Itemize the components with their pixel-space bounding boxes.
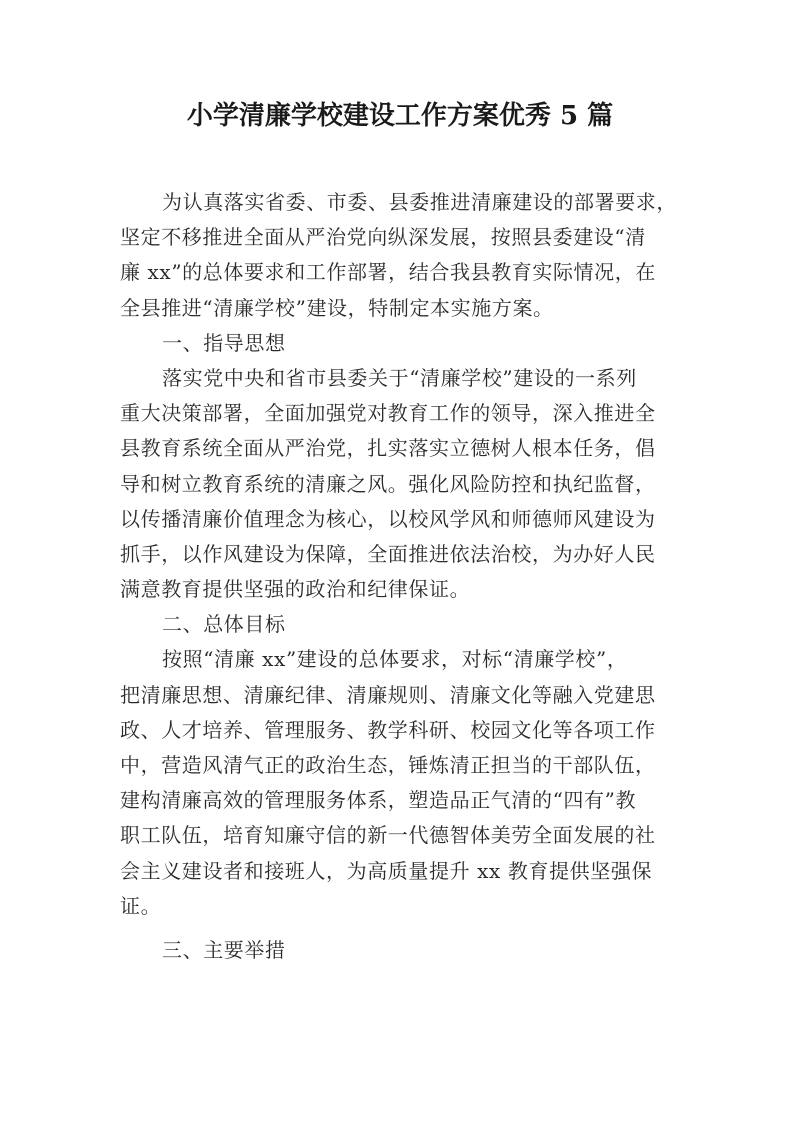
paragraph-line: 廉 xx”的总体要求和工作部署，结合我县教育实际情况，在 <box>120 260 656 285</box>
paragraph-line: 会主义建设者和接班人，为高质量提升 xx 教育提供坚强保 <box>120 858 653 883</box>
paragraph-line: 中，营造风清气正的政治生态，锤炼清正担当的干部队伍， <box>120 753 656 777</box>
section-heading: 一、指导思想 <box>162 330 286 355</box>
paragraph-line: 为认真落实省委、市委、县委推进清廉建设的部署要求， <box>162 190 677 214</box>
paragraph-line: 坚定不移推进全面从严治党向纵深发展，按照县委建设“清 <box>120 225 646 250</box>
paragraph-line: 重大决策部署，全面加强党对教育工作的领导，深入推进全 <box>120 401 656 426</box>
section-heading: 三、主要举措 <box>162 937 286 962</box>
paragraph-line: 建构清廉高效的管理服务体系，塑造品正气清的“四有”教 <box>120 788 637 813</box>
paragraph-line: 县教育系统全面从严治党，扎实落实立德树人根本任务，倡 <box>120 436 656 461</box>
document-title: 小学清廉学校建设工作方案优秀 5 篇 <box>186 101 614 131</box>
paragraph-line: 满意教育提供坚强的政治和纪律保证。 <box>120 577 471 602</box>
paragraph-line: 导和树立教育系统的清廉之风。强化风险防控和执纪监督， <box>120 471 656 496</box>
paragraph-line: 把清廉思想、清廉纪律、清廉规则、清廉文化等融入党建思 <box>120 682 656 707</box>
paragraph-line: 落实党中央和省市县委关于“清廉学校”建设的一系列 <box>162 365 637 390</box>
paragraph-line: 职工队伍，培育知廉守信的新一代德智体美劳全面发展的社 <box>120 823 656 848</box>
paragraph-line: 政、人才培养、管理服务、教学科研、校园文化等各项工作 <box>120 717 656 742</box>
paragraph-line: 以传播清廉价值理念为核心，以校风学风和师德师风建设为 <box>120 506 656 531</box>
paragraph-line: 抓手，以作风建设为保障，全面推进依法治校，为办好人民 <box>120 541 656 566</box>
section-heading: 二、总体目标 <box>162 612 286 637</box>
document-body <box>120 185 685 968</box>
paragraph-gap <box>120 924 685 933</box>
paragraph-line: 证。 <box>120 893 162 918</box>
paragraph-line: 全县推进“清廉学校”建设，特制定本实施方案。 <box>120 295 554 320</box>
paragraph-line: 按照“清廉 xx”建设的总体要求，对标“清廉学校”， <box>162 647 628 672</box>
